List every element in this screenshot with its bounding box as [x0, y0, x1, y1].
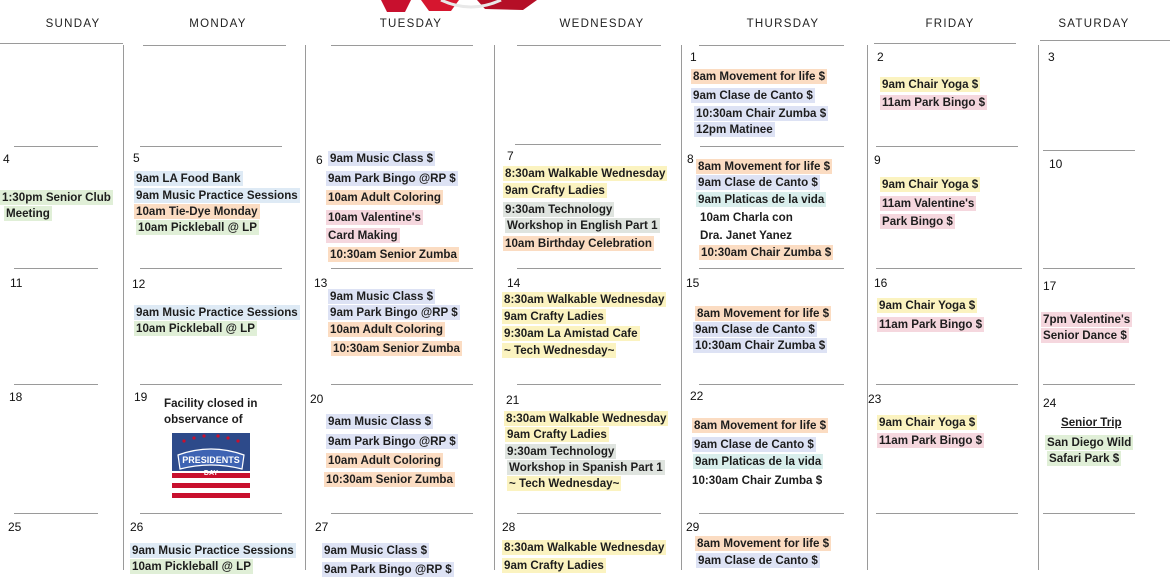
- week-rule: [140, 384, 282, 385]
- event-item[interactable]: 9am LA Food Bank: [136, 172, 241, 185]
- day-number: 12: [132, 277, 146, 291]
- day-number: 21: [506, 393, 520, 407]
- senior-trip-line: San Diego Wild: [1047, 436, 1132, 449]
- week-rule: [331, 513, 473, 514]
- event-item[interactable]: 9am Clase de Canto $: [698, 176, 818, 189]
- day-number: 10: [1049, 157, 1063, 171]
- week-rule: [1043, 268, 1135, 269]
- event-item[interactable]: 9:30am Technology: [507, 445, 615, 458]
- week-rule: [699, 513, 844, 514]
- header-rule: [517, 45, 661, 46]
- header-rule: [874, 43, 1016, 44]
- week-rule: [14, 384, 98, 385]
- day-header-saturday: SATURDAY: [1058, 18, 1130, 30]
- event-item[interactable]: 8am Movement for life $: [693, 70, 826, 83]
- header-rule: [699, 45, 844, 46]
- day-number: 9: [874, 153, 881, 167]
- day-number: 17: [1043, 279, 1057, 293]
- senior-trip-title: Senior Trip: [1061, 416, 1122, 429]
- event-item[interactable]: 9am Platicas de la vida: [698, 193, 825, 206]
- event-item[interactable]: Senior Dance $: [1043, 329, 1127, 342]
- event-item[interactable]: 9am Park Bingo @RP $: [328, 172, 456, 185]
- event-item[interactable]: 9am Crafty Ladies: [504, 559, 604, 572]
- week-rule: [876, 146, 1018, 147]
- event-item[interactable]: 11am Park Bingo $: [879, 434, 983, 447]
- event-item[interactable]: 9am Music Class $: [330, 290, 434, 303]
- event-item[interactable]: 8am Movement for life $: [697, 307, 830, 320]
- week-rule: [1043, 384, 1135, 385]
- event-item[interactable]: 9am Music Practice Sessions: [136, 189, 298, 202]
- event-item[interactable]: 11am Valentine's: [882, 197, 975, 210]
- day-number: 7: [507, 149, 514, 163]
- event-item[interactable]: 10am Adult Coloring: [328, 454, 441, 467]
- event-item[interactable]: 10am Pickleball @ LP: [138, 221, 257, 234]
- event-item[interactable]: 10:30am Senior Zumba: [330, 248, 457, 261]
- event-item[interactable]: ~ Tech Wednesday~: [504, 344, 615, 357]
- week-rule: [140, 513, 282, 514]
- event-item[interactable]: 10:30am Senior Zumba: [333, 342, 460, 355]
- day-number: 19: [134, 390, 148, 404]
- event-item[interactable]: 10am Charla con: [700, 211, 793, 224]
- event-item[interactable]: 9am Clase de Canto $: [693, 89, 813, 102]
- facility-closed-note: [164, 396, 257, 428]
- week-rule: [1043, 513, 1135, 514]
- week-rule: [515, 144, 661, 145]
- event-item[interactable]: 9am Clase de Canto $: [698, 554, 818, 567]
- day-number: 14: [507, 276, 521, 290]
- header-rule: [0, 43, 123, 44]
- day-number: 25: [8, 520, 22, 534]
- column-divider: [123, 45, 124, 570]
- day-word: DAY: [203, 470, 219, 477]
- day-number: 13: [314, 276, 328, 290]
- event-item[interactable]: 8am Movement for life $: [697, 537, 830, 550]
- day-number: 27: [315, 520, 329, 534]
- column-divider: [681, 45, 682, 570]
- event-item[interactable]: Dra. Janet Yanez: [700, 229, 792, 242]
- event-item[interactable]: 9am Crafty Ladies: [505, 184, 605, 197]
- day-number: 24: [1043, 396, 1057, 410]
- event-item[interactable]: 9am Music Practice Sessions: [136, 306, 298, 319]
- event-item[interactable]: 9am Crafty Ladies: [504, 310, 604, 323]
- day-number: 1: [690, 50, 697, 64]
- event-item[interactable]: 10:30am Chair Zumba $: [701, 246, 832, 259]
- week-rule: [700, 146, 844, 147]
- day-number: 22: [690, 389, 704, 403]
- event-item[interactable]: 10:30am Senior Zumba: [326, 473, 453, 486]
- header-rule: [1040, 40, 1170, 41]
- presidents-word: PRESIDENTS: [182, 455, 240, 465]
- event-item[interactable]: 9:30am La Amistad Cafe: [504, 327, 638, 340]
- event-item[interactable]: 8am Movement for life $: [698, 160, 831, 173]
- day-header-monday: MONDAY: [189, 18, 247, 30]
- week-rule: [699, 268, 844, 269]
- event-item[interactable]: 9am Chair Yoga $: [882, 178, 979, 191]
- event-item[interactable]: 9am Chair Yoga $: [879, 416, 976, 429]
- week-rule: [331, 268, 473, 269]
- week-rule: [140, 146, 282, 147]
- header-rule: [331, 45, 473, 46]
- day-number: 20: [310, 392, 324, 406]
- event-item[interactable]: 9am Music Class $: [328, 415, 432, 428]
- event-item[interactable]: 10:30am Chair Zumba $: [692, 474, 823, 487]
- week-rule: [331, 384, 473, 385]
- event-item[interactable]: Card Making: [328, 229, 398, 242]
- column-divider: [305, 45, 306, 570]
- column-divider: [867, 45, 868, 570]
- event-item[interactable]: 11am Park Bingo $: [879, 318, 983, 331]
- day-number: 18: [9, 390, 23, 404]
- event-item[interactable]: 10:30am Chair Zumba $: [696, 107, 827, 120]
- week-rule: [517, 384, 661, 385]
- day-number: 15: [686, 276, 700, 290]
- week-rule: [517, 513, 661, 514]
- day-number: 3: [1048, 50, 1055, 64]
- week-rule: [876, 513, 1018, 514]
- event-item[interactable]: 7pm Valentine's: [1043, 313, 1131, 326]
- event-item[interactable]: 9am Music Practice Sessions: [132, 544, 294, 557]
- event-item[interactable]: 9am Crafty Ladies: [507, 428, 607, 441]
- week-rule: [876, 268, 1022, 269]
- week-rule: [699, 384, 844, 385]
- day-number: 11: [10, 276, 23, 290]
- event-item[interactable]: 9am Clase de Canto $: [695, 323, 815, 336]
- day-number: 26: [130, 520, 144, 534]
- event-item[interactable]: Meeting: [6, 207, 50, 220]
- day-number: 29: [686, 520, 700, 534]
- event-item[interactable]: 10am Pickleball @ LP: [132, 560, 251, 573]
- senior-trip-line: Safari Park $: [1049, 452, 1120, 465]
- day-number: 2: [877, 50, 884, 64]
- header-rule: [143, 45, 286, 46]
- day-header-sunday: SUNDAY: [45, 18, 101, 30]
- event-item[interactable]: 9am Park Bingo @RP $: [328, 435, 456, 448]
- presidents-day-badge-icon: [172, 433, 250, 504]
- facility-closed-line2: observance of: [164, 413, 243, 426]
- event-item[interactable]: 9am Chair Yoga $: [882, 78, 979, 91]
- week-rule: [140, 268, 282, 269]
- week-rule: [876, 384, 1018, 385]
- event-item[interactable]: 9am Chair Yoga $: [879, 299, 976, 312]
- week-rule: [517, 268, 661, 269]
- event-item[interactable]: 10am Adult Coloring: [328, 191, 441, 204]
- day-header-tuesday: TUESDAY: [379, 18, 443, 30]
- day-header-wednesday: WEDNESDAY: [559, 18, 645, 30]
- event-item[interactable]: 9am Park Bingo @RP $: [324, 563, 452, 576]
- event-item[interactable]: 10am Birthday Celebration: [505, 237, 652, 250]
- week-rule: [1043, 150, 1135, 151]
- week-rule: [14, 513, 98, 514]
- event-item[interactable]: ~ Tech Wednesday~: [509, 477, 620, 490]
- day-number: 28: [502, 520, 516, 534]
- day-number: 6: [316, 153, 323, 167]
- event-item[interactable]: 10am Pickleball @ LP: [136, 322, 255, 335]
- event-item[interactable]: 9am Music Class $: [330, 152, 434, 165]
- event-item[interactable]: 8:30am Walkable Wednesday: [506, 412, 667, 425]
- event-item[interactable]: Workshop in English Part 1: [507, 219, 658, 232]
- event-item[interactable]: 10am Adult Coloring: [330, 323, 443, 336]
- event-item[interactable]: 11am Park Bingo $: [882, 96, 986, 109]
- day-number: 5: [133, 151, 140, 165]
- day-header-thursday: THURSDAY: [746, 18, 820, 30]
- day-number: 23: [868, 392, 882, 406]
- event-item[interactable]: Workshop in Spanish Part 1: [509, 461, 663, 474]
- event-item[interactable]: 10am Tie-Dye Monday: [136, 205, 258, 218]
- event-item[interactable]: 9am Clase de Canto $: [694, 438, 814, 451]
- column-divider: [494, 45, 495, 570]
- week-rule: [14, 146, 98, 147]
- week-rule: [14, 268, 98, 269]
- facility-closed-line1: Facility closed in: [164, 397, 258, 410]
- event-item[interactable]: 10:30am Chair Zumba $: [695, 339, 826, 352]
- calendar-logo-ribbon: [381, 0, 537, 12]
- event-item[interactable]: 9am Park Bingo @RP $: [330, 306, 458, 319]
- day-number: 8: [687, 152, 694, 166]
- event-item[interactable]: 8:30am Walkable Wednesday: [504, 293, 665, 306]
- event-item[interactable]: 9am Platicas de la vida: [695, 455, 822, 468]
- event-item[interactable]: 12pm Matinee: [696, 123, 773, 136]
- day-number: 4: [3, 152, 10, 166]
- event-item[interactable]: 1:30pm Senior Club: [2, 191, 111, 204]
- event-item[interactable]: 9:30am Technology: [505, 203, 613, 216]
- event-item[interactable]: 8:30am Walkable Wednesday: [504, 541, 665, 554]
- event-item[interactable]: 9am Music Class $: [324, 544, 428, 557]
- event-item[interactable]: 10am Valentine's: [328, 211, 421, 224]
- column-divider: [1038, 45, 1039, 570]
- event-item[interactable]: 8am Movement for life $: [694, 419, 827, 432]
- event-item[interactable]: 8:30am Walkable Wednesday: [505, 167, 666, 180]
- event-item[interactable]: Park Bingo $: [882, 215, 953, 228]
- day-header-friday: FRIDAY: [925, 18, 975, 30]
- day-number: 16: [874, 276, 888, 290]
